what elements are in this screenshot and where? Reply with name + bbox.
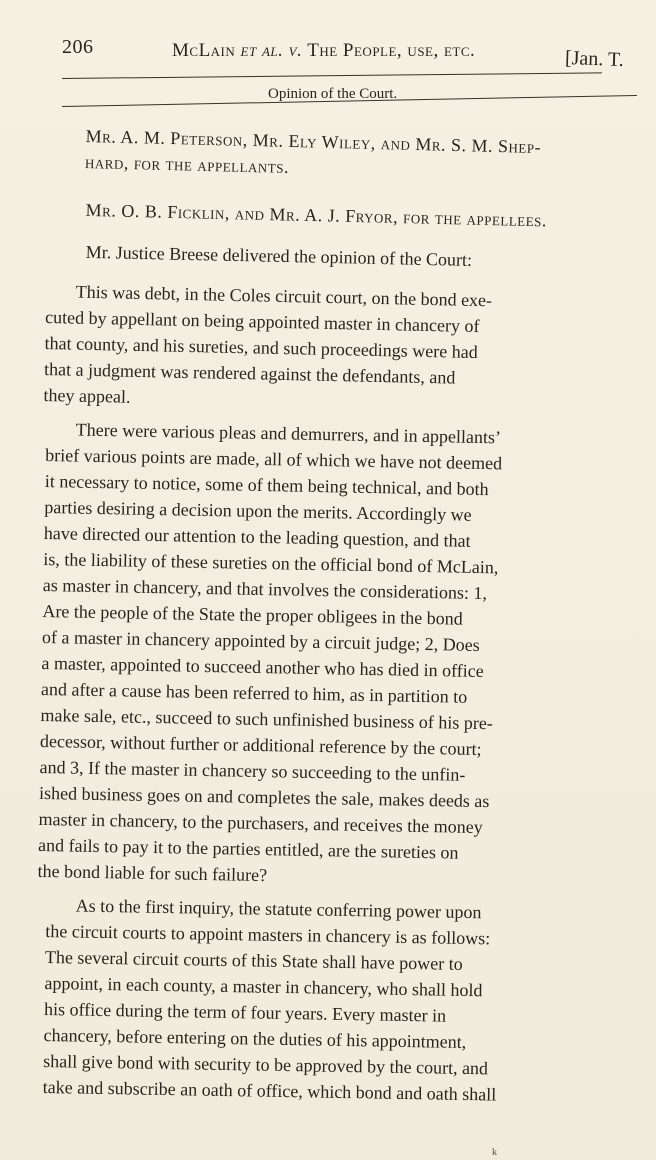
page-header bbox=[62, 36, 637, 76]
term-label: [Jan. T. bbox=[564, 46, 625, 72]
counsel-appellants: Mr. A. M. Peterson, Mr. Ely Wiley, and Mr. S. M. Shep- hard, for the appellants. bbox=[84, 125, 542, 177]
running-head-et-al: et al. bbox=[235, 40, 284, 61]
paragraph-1: This was debt, in the Coles circuit court, on the bond exe- cuted by appellant on being appointed master in chancery of that county, and his sureties, and such proceedings were had that a judgment was rendered against the defendants, and they appeal. bbox=[43, 281, 493, 407]
running-head-versus: v. bbox=[288, 40, 303, 61]
page-number: 206 bbox=[62, 36, 94, 58]
running-head-case-name: McLain bbox=[172, 40, 236, 61]
section-subhead: Opinion of the Court. bbox=[268, 86, 398, 102]
opinion-intro: Mr. Justice Breese delivered the opinion of the Court: bbox=[85, 241, 473, 270]
paragraph-2: There were various pleas and demurrers, and in appellants’ brief various points are made, all of which we have not deemed it necessary to notice, some of them being technical, and both parties desiring a decision upon the merits. Accordingly we have directed our attention to the leading question, and that is, the liability of these sureties on the official bond of McLain, as master in chancery, and that involves the considerations: 1, Are the people of the State the proper obligees in the bond of a master in chancery appointed by a circuit judge; 2, Does a master, appointed to succeed another who has died in office and after a cause has been referred to him, as in partition to make sale, etc., succeed to such unfinished business of his pre- decessor, without further or additional reference by the court; and 3, If the master in chancery so succeeding to the unfin- ished business goes on and completes the sale, makes deeds as master in chancery, to the purchasers, and receives the money and fails to pay it to the parties entitled, are the sureties on the bond liable for such failure? bbox=[37, 419, 503, 886]
running-head bbox=[172, 40, 475, 62]
footer-mark: k bbox=[492, 1147, 497, 1158]
counsel-appellees: Mr. O. B. Ficklin, and Mr. A. J. Fryor, for the appellees. bbox=[85, 199, 548, 231]
paragraph-3: As to the first inquiry, the statute conferring power upon the circuit courts to appoint masters in chancery is as follows: The several circuit courts of this State shall have power to appoint, in each county, a master in chancery, who shall hold his office during the term of four years. Every master in chancery, before entering on the duties of his appointment, shall give bond with security to be approved by the court, and take and subscribe an oath of office, which bond and oath shall bbox=[42, 895, 497, 1105]
running-head-party: The People, use, etc. bbox=[302, 40, 476, 61]
body-text bbox=[37, 114, 626, 1105]
